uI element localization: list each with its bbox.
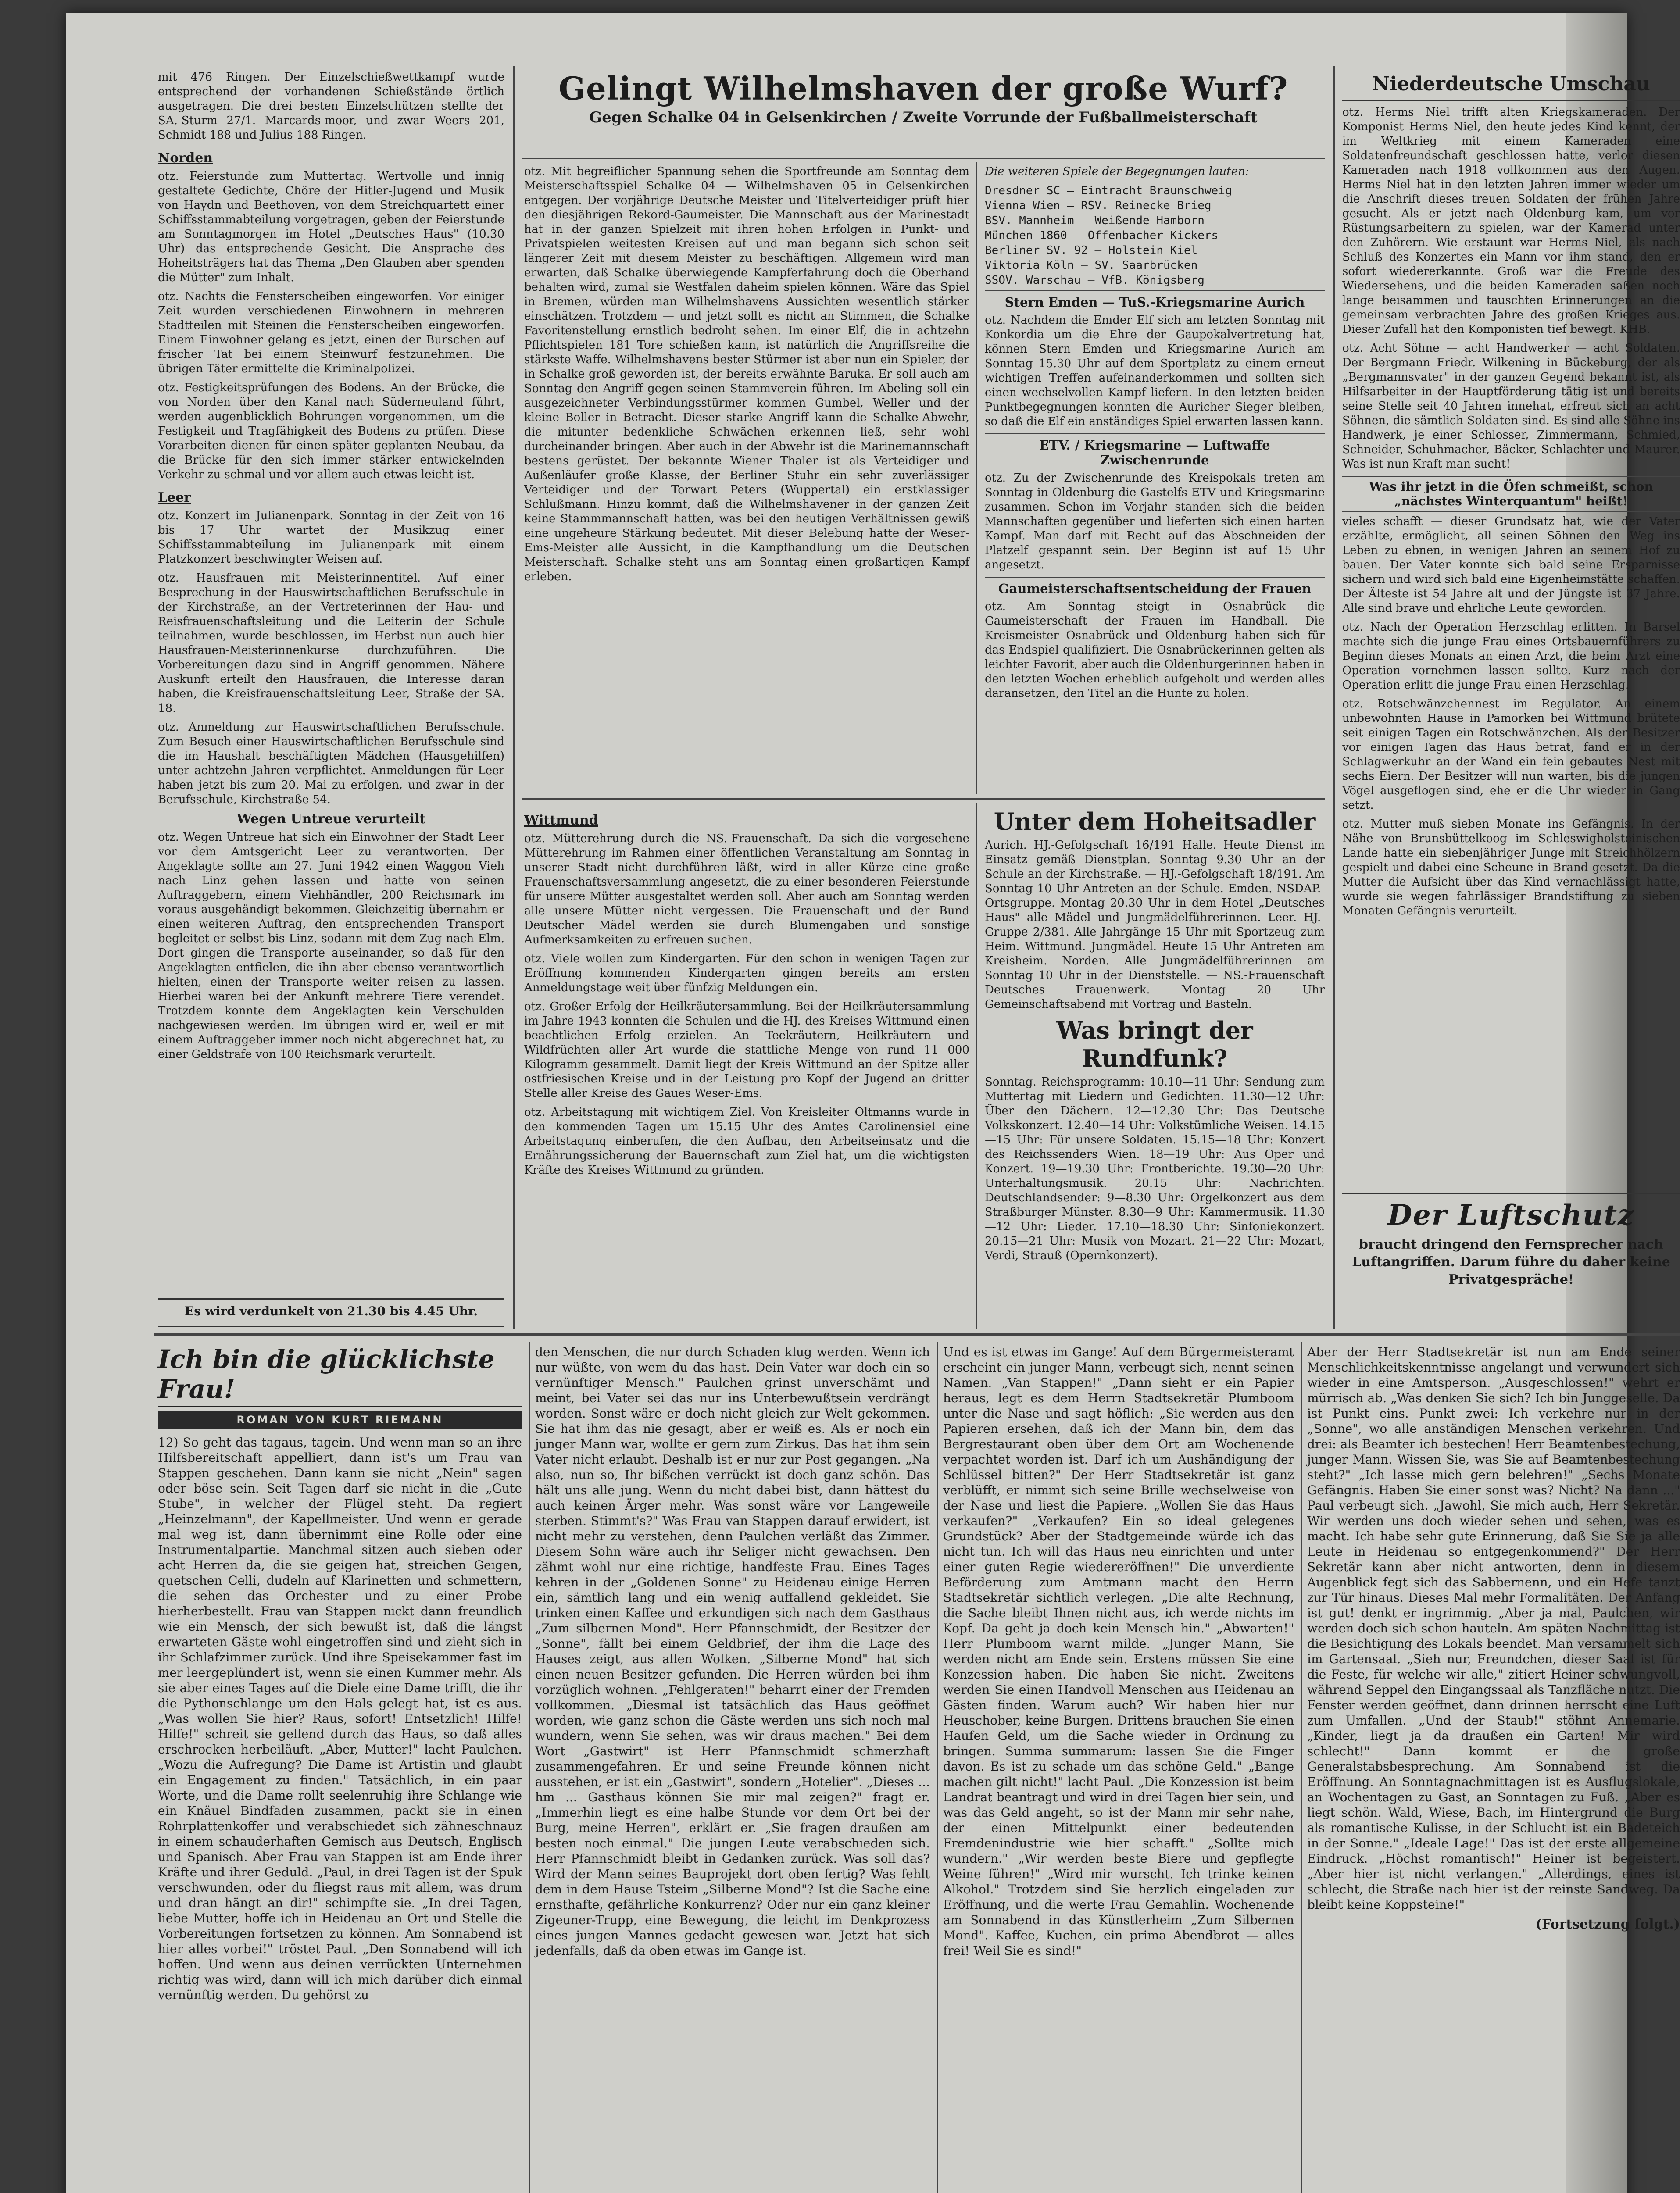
serial-column-2 [535, 1344, 930, 2193]
article-text: vieles schafft — dieser Grundsatz hat, wie der Vater erzählte, ermöglicht, all seinen Söhnen den Weg ins Leben zu ebnen, in wenigen Jahren an seinem Hof zu bauen. Der Vater konnte sich bald seine Ersparnisse sichern und wird sich bald eine Eigenheimstätte schaffen. Der Älteste ist 54 Jahre alt und der Jüngste ist 37 Jahre. Alle sind brave und ehrliche Leute geworden. [1342, 515, 1680, 615]
results-list [985, 183, 1325, 288]
section-heading-rundfunk: Was bringt der Rundfunk? [1056, 1016, 1253, 1072]
serial-column-1 [158, 1344, 522, 2193]
article-text: otz. Großer Erfolg der Heilkräutersammlung. Bei der Heilkräutersammlung im Jahre 1943 konnten die Schulen und die HJ. des Kreises Wittmund einen beachtlichen Erfolg erzielen. An Teekräutern, Heilkräutern und Wildfrüchten aller Art wurde die stattliche Menge von rund 11 000 Kilogramm gesammelt. Damit liegt der Kreis Wittmund an der Spitze aller ostfriesischen Kreise und in der Leistung pro Kopf der Jugend an dritter Stelle aller Kreise des Gaues Weser-Ems. [524, 1000, 969, 1100]
section-heading-umschau: Niederdeutsche Umschau [1372, 73, 1650, 95]
result-row: Vienna Wien — RSV. Reinecke Brieg [985, 199, 1212, 212]
result-row: SSOV. Warschau — VfB. Königsberg [985, 274, 1205, 287]
newspaper-page [66, 13, 1680, 2193]
article-text: otz. Mutter muß sieben Monate ins Gefängnis. In der Nähe von Brunsbüttelkoog im Schleswigholsteinischen Lande hatte ein siebenjähriger Junge mit Streichhölzern gespielt und dabei eine Scheune in Brand gesetzt. Da die Mutter die Aufsicht über das Kind vernachlässigt hatte, wurde sie wegen fahrlässiger Brandstiftung zu sieben Monaten Gefängnis verurteilt. [1342, 818, 1680, 918]
luftschutz-box [1342, 1193, 1680, 1326]
serial-text: Und es ist etwas im Gange! Auf dem Bürgermeisteramt erscheint ein junger Mann, verbeugt sich, nennt seinen Namen. „Van Stappen!" „Dann sieht er ein Papier heraus, legt es dem Herrn Stadtsekretär Plumboom unter die Nase und sagt höflich: „Sie werden aus den Papieren ersehen, daß ich der Mann bin, dem das Bergrestaurant oben über dem Ort am Wochenende verpachtet worden ist. Darf ich um Aushändigung der Schlüssel bitten?" Der Herr Stadtsekretär ist ganz verblüfft, er nimmt sich seine Brille wechselweise von der Nase und liest die Papiere. „Wollen Sie das Haus verkaufen?" „Verkaufen? Ein so ideal gelegenes Grundstück? Aber der Stadtgemeinde würde ich das nicht tun. Ich will das Haus neu einrichten und unter einer guten Regie wiedereröffnen!" Die unverdiente Beförderung zum Amtmann macht den Herrn Stadtsekretär sichtlich verlegen. „Die alte Rechnung, die Sache bleibt Ihnen nicht aus, ich werde nichts im Kopf. Da geht ja doch kein Mensch hin." „Abwarten!" Herr Plumboom warnt milde. „Junger Mann, Sie werden nicht am Ende sein. Erstens müssen Sie eine Konzession haben. Die haben Sie nicht. Zweitens werden Sie einen Handvoll Menschen aus Heidenau an Gästen finden. Warum auch? Wir haben hier nur Heuschober, keine Burgen. Drittens brauchen Sie einen Haufen Geld, um die Sache wieder in Ordnung zu bringen. Summa summarum: lassen Sie die Finger davon. Es ist zu schade um das schöne Geld." „Bange machen gilt nicht!" lacht Paul. „Die Konzession ist beim Landrat beantragt und wird in drei Tagen hier sein, und was das Geld angeht, so ist der Mann mir sehr nahe, der einen Mittelpunkt einer bedeutenden Fremdenindustrie wie hier schafft." „Sollte mich wundern." „Wir werden beste Biere und gepflegte Weine führen!" „Wird mir wurscht. Ich trinke keinen Alkohol." Trotzdem sind Sie herzlich eingeladen zur Eröffnung, und die werte Frau Gemahlin. Wochenende am Sonnabend in das Künstlerheim „Zum Silbernen Mond". Kaffee, Kuchen, ein prima Abendbrot — alles frei! Weil Sie es sind!" [943, 1345, 1294, 1958]
serial-text: den Menschen, die nur durch Schaden klug werden. Wenn ich nur wüßte, von wem du das hast. Dein Vater war doch ein so vernünftiger Mensch." Paulchen grinst unverschämt und meint, bei Vater sei das nur ins Unterbewußtsein verdrängt worden. Sonst wäre er doch nicht gleich zur Welt gekommen. Sie hat ihm das nie gesagt, aber er weiß es. Als er noch ein junger Mann war, wollte er gern zum Zirkus. Das hat ihm sein Vater nicht erlaubt. Deshalb ist er nur zur Post gegangen. „Na also, nun so, Ihr bißchen verrückt ist doch ganz schön. Das hält uns alle jung. Wenn du nicht dabei bist, dann hättest du auch keinen Ärger mehr. Was sonst wäre vor Langeweile sterben. Stimmt's?" Was Frau van Stappen darauf erwidert, ist nicht mehr zu verstehen, denn Paulchen verläßt das Zimmer. Diesem Sohn wäre auch ihr Seliger nicht gewachsen. Den zähmt wohl nur eine richtige, handfeste Frau. Eines Tages kehren in der „Goldenen Sonne" zu Heidenau einige Herren ein, sämtlich lang und ein wenig auffallend gekleidet. Sie trinken einen Kaffee und erkundigen sich nach dem Gasthaus „Zum silbernen Mond". Herr Pfannschmidt, der Besitzer der „Sonne", fällt bei einem Geldbrief, der ihm die Lage des Hauses zeigt, aus allen Wolken. „Silberne Mond" hat sich einen neuen Besitzer gefunden. Die Herren würden bei ihm vorzüglich wohnen. „Fehlgeraten!" beharrt einer der Fremden vollkommen. „Diesmal ist tatsächlich das Haus geöffnet worden, wie ganz schon die Gäste werden uns sich noch mal wundern, wenn Sie sehen, was wir draus machen." Bei dem Wort „Gastwirt" ist Herr Pfannschmidt schmerzhaft zusammengefahren. Er und seine Freunde können nicht ausstehen, er ist ein „Gastwirt", sondern „Hotelier". „Dieses ... hm ... Gasthaus können Sie mir mal zeigen?" fragt er. „Immerhin liegt es eine halbe Stunde vor dem Ort bei der Burg, meine Herren", erklärt er. „Sie fragen draußen am besten noch einmal." Die jungen Leute verabschieden sich. Herr Pfannschmidt bleibt in Gedanken zurück. Was soll das? Wird der Mann seines Bauprojekt dort oben fertig? Was fehlt dem in dem Hause Tsteim „Silberne Mond"? Ist die Sache eine ernsthafte, gefährliche Konkurrenz? Oder nur ein ganz kleiner Zigeuner-Trupp, eine Bewegung, die leicht im Denkprozess eines jungen Mannes gedacht gewesen war. Jetzt hat sich jedenfalls, daß da oben etwas im Gange ist. [535, 1345, 930, 1958]
article-text: otz. Konzert im Julianenpark. Sonntag in der Zeit von 16 bis 17 Uhr wartet der Musikzug einer Schiffsstammabteilung im Julianenpark mit einem Platzkonzert beschwingter Weisen auf. [158, 509, 504, 566]
section-heading-norden: Norden [158, 150, 213, 166]
article-text: otz. Festigkeitsprüfungen des Bodens. An der Brücke, die von Norden über den Kanal nach Süderneuland führt, werden augenblicklich Bohrungen vorgenommen, um die Festigkeit und Tragfähigkeit des Bodens zu prüfen. Diese Vorarbeiten dienen für einen später geplanten Neubau, da die Brücke für den sich immer stärker entwickelnden Verkehr zu schmal und vor allem auch etwas leicht ist. [158, 381, 504, 481]
sports-column-1 [524, 164, 969, 796]
serial-byline: ROMAN VON KURT RIEMANN [158, 1411, 522, 1429]
article-text: otz. Mütterehrung durch die NS.-Frauenschaft. Da sich die vorgesehene Mütterehrung im Rahmen einer öffentlichen Veranstaltung am Sonntag in unserer Stadt nicht durchführen läßt, wird in aller Kürze eine große Frauenschaftsversammlung angesetzt, die zu einer besonderen Feierstunde für unsere Mütter ausgestaltet werden soll. Aber auch am Sonntag werden alle unsere Mütter nicht vergessen. Die Frauenschaft und der Bund Deutscher Mädel werden sie durch Blumengaben und sonstige Aufmerksamkeiten zu erfreuen suchen. [524, 832, 969, 946]
sports-column-2 [985, 164, 1325, 796]
section-heading-wittmund: Wittmund [524, 813, 598, 828]
luftschutz-text: braucht dringend den Fernsprecher nach Luftangriffen. Darum führe du daher keine Privatgespräche! [1352, 1237, 1670, 1287]
article-text: otz. Acht Söhne — acht Handwerker — acht Soldaten. Der Bergmann Friedr. Wilkening in Bückeburg, der als „Bergmannsvater" in der ganzen Gegend bekannt ist, als Hilfsarbeiter in der Hauptförderung tätig ist und bereits seine Stelle seit 40 Jahren innehat, erfreut sich an acht Söhnen, die sämtlich Soldaten sind. Es sind alle Söhne ins Handwerk, je einer Schlosser, Zimmermann, Schmied, Schneider, Schuhmacher, Bäcker, Schlachter und Maurer. Was ist nun Kraft man sucht! [1342, 342, 1680, 471]
wittmund-column [524, 805, 969, 1327]
article-text: otz. Viele wollen zum Kindergarten. Für den schon in wenigen Tagen zur Eröffnung kommenden Kindergarten gingen bereits am ersten Anmeldungstage weit über fünfzig Meldungen ein. [524, 952, 969, 994]
left-column [158, 70, 504, 1289]
section-heading-hoheitsadler: Unter dem Hoheitsadler [994, 807, 1316, 836]
column-divider [937, 1342, 938, 2193]
hoheit-column [985, 805, 1325, 1327]
result-row: Viktoria Köln — SV. Saarbrücken [985, 259, 1198, 272]
blackout-notice: Es wird verdunkelt von 21.30 bis 4.45 Uhr. [184, 1304, 478, 1318]
article-text: otz. Arbeitstagung mit wichtigem Ziel. Von Kreisleiter Oltmanns wurde in den kommenden Tagen um 15.15 Uhr des Amtes Carolinensiel eine Arbeitstagung einberufen, die den Aufbau, den Arbeitseinsatz und die Ernährungssicherung der Bauernschaft zum Ziel hat, um die wichtigsten Kräfte des Kreises Wittmund zu gründen. [524, 1106, 969, 1177]
article-text: otz. Herms Niel trifft alten Kriegskameraden. Der Komponist Herms Niel, den heute jedes Kind kennt, der im Weltkrieg mit einem Kameraden eine Soldatenfreundschaft geschlossen hatte, verlor diesen Kameraden nach 1918 vollkommen aus den Augen. Herms Niel hat in den letzten Jahren immer wieder um die Anschrift dieses treuen Soldaten der frühen Jahre gesucht. Als er jetzt nach Oldenburg kam, um vor Rüstungsarbeitern zu spielen, war der Kamerad unter den Zuhörern. Wie erstaunt war Herms Niel, als nach Schluß des Konzertes ein Mann vor ihm stand, den er sofort wiedererkannte. Groß war die Freude des Wiedersehens, und die beiden Kameraden saßen noch lange beisammen und tauschten Erinnerungen an die gemeinsam verbrachten Jahre des großen Krieges aus. Dieser Zufall hat den Komponisten tief bewegt. KHB. [1342, 106, 1680, 336]
blackout-notice-box [158, 1298, 504, 1327]
article-heading: ETV. / Kriegsmarine — Luftwaffe Zwischenrunde [1039, 438, 1270, 468]
column-divider [1333, 66, 1335, 1329]
article-heading: Stern Emden — TuS.-Kriegsmarine Aurich [1004, 295, 1305, 310]
headline: Gelingt Wilhelmshaven der große Wurf? [558, 70, 1288, 107]
column-divider [529, 1342, 530, 2193]
result-row: BSV. Mannheim — Weißende Hamborn [985, 214, 1205, 227]
article-heading: Wegen Untreue verurteilt [236, 811, 426, 827]
article-text: otz. Zu der Zwischenrunde des Kreispokals treten am Sonntag in Oldenburg die Gastelfs ETV und Kriegsmarine zusammen. Schon im Vorjahr standen sich die beiden Mannschaften gegenüber und lieferten sich einen harten Kampf. Man darf mit Recht auf das Abschneiden der Platzelf gespannt sein. Der Beginn ist auf 15 Uhr angesetzt. [985, 471, 1325, 571]
result-row: München 1860 — Offenbacher Kickers [985, 229, 1219, 242]
article-text: Sonntag. Reichsprogramm: 10.10—11 Uhr: Sendung zum Muttertag mit Liedern und Gedichten. 11.30—12 Uhr: Über den Dächern. 12—12.30 Uhr: Das Deutsche Volkskonzert. 12.40—14 Uhr: Volkstümliche Weisen. 14.15—15 Uhr: Für unsere Soldaten. 15.15—18 Uhr: Konzert des Reichssenders Wien. 18—19 Uhr: Aus Oper und Konzert. 19—19.30 Uhr: Frontberichte. 19.30—20 Uhr: Unterhaltungsmusik. 20.15 Uhr: Nachrichten. Deutschlandsender: 9—8.30 Uhr: Orgelkonzert aus dem Straßburger Münster. 8.30—9 Uhr: Kammermusik. 11.30—12 Uhr: Lieder. 17.10—18.30 Uhr: Sinfoniekonzert. 20.15—21 Uhr: Musik von Mozart. 21—22 Uhr: Mozart, Verdi, Strauß (Opernkonzert). [985, 1075, 1325, 1262]
serial-column-4 [1307, 1344, 1680, 2193]
column-divider [513, 66, 515, 1329]
subheadline: Gegen Schalke 04 in Gelsenkirchen / Zweite Vorrunde der Fußballmeisterschaft [589, 109, 1258, 126]
results-intro: Die weiteren Spiele der Begegnungen lauten: [985, 165, 1249, 178]
column-divider [1301, 1342, 1302, 2193]
section-rule [522, 798, 1325, 800]
article-text: otz. Nachts die Fensterscheiben eingeworfen. Vor einiger Zeit wurden verschiedenen Einwohnern in mehreren Stadtteilen mit Steinen die Fensterscheiben eingeworfen. Einem Einwohner gelang es jetzt, einen der Burschen auf frischer Tat bei einem Steinwurf festzunehmen. Die übrigen Täter ermittelte die Kriminalpolizei. [158, 290, 504, 375]
headline-rule [522, 158, 1325, 159]
article-text: otz. Rotschwänzchennest im Regulator. An einem unbewohnten Hause in Pamorken bei Wittmund brütete seit einigen Tagen ein Rotschwänzchen. Als der Besitzer vor einigen Tagen das Haus betrat, fand er in der Schlagwerkuhr an der Wand ein fein gebautes Nest mit sechs Eiern. Der Besitzer will nun warten, bis die jungen Vögel ausgeflogen sind, ehe er die Uhr wieder in Gang setzt. [1342, 697, 1680, 812]
sports-headline-block [522, 70, 1325, 158]
article-text: otz. Nach der Operation Herzschlag erlitten. In Barsel machte sich die junge Frau eines Ortsbauernführers zu Beginn dieses Monats an einen Arzt, die beim Arzt eine Operation vornehmen lassen sollte. Kurz nach der Operation erlitt die junge Frau einen Herzschlag. [1342, 621, 1680, 692]
result-row: Dresdner SC — Eintracht Braunschweig [985, 184, 1232, 197]
article-text: otz. Anmeldung zur Hauswirtschaftlichen Berufsschule. Zum Besuch einer Hauswirtschaftlichen Berufsschule sind die im Haushalt beschäftigten Mädchen (Hausgehilfen) unter achtzehn Jahren verpflichtet. Anmeldungen für Leer haben jetzt bis zum 20. Mai zu erfolgen, und zwar in der Berufsschule, Kirchstraße 54. [158, 721, 504, 806]
article-text: Aurich. HJ.-Gefolgschaft 16/191 Halle. Heute Dienst im Einsatz gemäß Dienstplan. Sonntag 9.30 Uhr an der Schule an der Kirchstraße. — HJ.-Gefolgschaft 18/191. Am Sonntag 10 Uhr Antreten an der Schule. Emden. NSDAP.-Ortsgruppe. Montag 20.30 Uhr in dem Hotel „Deutsches Haus" alle Mädel und Jungmädelführerinnen. Leer. HJ.-Gruppe 2/381. Alle Jahrgänge 15 Uhr mit Sportzeug zum Heim. Wittmund. Jungmädel. Heute 15 Uhr Antreten am Kreisheim. Norden. Alle Jungmädelführerinnen am Sonntag 10 Uhr in der Dienststelle. — NS.-Frauenschaft Deutsches Frauenwerk. Montag 20 Uhr Gemeinschaftsabend mit Vortrag und Basteln. [985, 839, 1325, 1011]
serial-rule [154, 1333, 1680, 1336]
continuation-note: (Fortsetzung folgt.) [1535, 1917, 1680, 1932]
article-text: otz. Feierstunde zum Muttertag. Wertvolle und innig gestaltete Gedichte, Chöre der Hitler-Jugend und Musik von Haydn und Beethoven, von dem Streichquartett einer Schiffsstammabteilung vorgetragen, geben der Feierstunde am Sonntagmorgen im Hotel „Deutsches Haus" (10.30 Uhr) das entsprechende Gesicht. Die Ansprache des Hoheitsträgers hat das Thema „Den Glauben aber spenden die Mütter" zum Inhalt. [158, 170, 504, 284]
article-text: otz. Am Sonntag steigt in Osnabrück die Gaumeisterschaft der Frauen im Handball. Die Kreismeister Osnabrück und Oldenburg haben sich für das Endspiel qualifiziert. Die Osnabrückerinnen gelten als leichter Favorit, aber auch die Oldenburgerinnen haben in den letzten Wochen erheblich aufgeholt und werden alles daransetzen, den Titel an die Hunte zu holen. [985, 600, 1325, 700]
column-divider [976, 162, 977, 794]
article-heading: Gaumeisterschaftsentscheidung der Frauen [998, 581, 1312, 596]
article-text: otz. Mit begreiflicher Spannung sehen die Sportfreunde am Sonntag dem Meisterschaftsspiel Schalke 04 — Wilhelmshaven 05 in Gelsenkirchen entgegen. Der vorjährige Deutsche Meister und Titelverteidiger prüft hier den diesjährigen Rekord-Gaumeister. Die Mannschaft aus der Marinestadt hat in der ganzen Spielzeit mit ihren hohen Erfolgen in Punkt- und Privatspielen weitesten Kreisen auf und man begann sich schon seit längerer Zeit mit diesem Meister zu beschäftigen. Allgemein wird man erwarten, daß Schalke überwiegende Kampferfahrung doch die Oberhand behalten wird, zumal sie Westfalen daheim spielen können. Wäre das Spiel in Bremen, würden man Wilhelmshavens Aussichten wesentlich stärker einschätzen. Trotzdem — und jetzt sollt es nicht an Stimmen, die Schalke Favoritenstellung ernstlich bedroht sehen. Im einer Elf, die in achtzehn Pflichtspielen 181 Tore schießen kann, ist natürlich die Angriffsreihe die stärkste Waffe. Wilhelmshavens bester Stürmer ist aber nun ein Spieler, der in Schalke groß geworden ist, der bereits erwähnte Baruka. Er soll auch am Sonntag den Angriff gegen seinen Stammverein führen. Im Abeling soll ein ausgezeichneter Verbindungsstürmer kommen Gumbel, Weller und der kleine Boller in Betracht. Dieser starke Angriff kann die Schalke-Abwehr, die mitunter bedenkliche Schwächen erkennen ließ, sehr wohl durcheinander bringen. Aber auch in der Abwehr ist die Marinemannschaft bestens gerüstet. Der bekannte Wiener Thaler ist als Verteidiger und Außenläufer große Klasse, der Berliner Stuhr ein sehr zuverlässiger Verteidiger und der Torwart Peters (Wuppertal) ein erstklassiger Schlußmann. Hinzu kommt, daß die Wilhelmshavener in der ganzen Zeit keine Stammmannschaft hatten, was bei den heutigen Verhältnissen gewiß eine ungeheure Stärkung bedeutet. Mit dieser Belebung hatte der Weser-Ems-Meister alle Aussicht, in die Kampfhandlung um die Deutschen Meisterschaft. Schalke steht uns am Sonntag einen großartigen Kampf erleben. [524, 165, 969, 583]
article-text: otz. Wegen Untreue hat sich ein Einwohner der Stadt Leer vor dem Amtsgericht Leer zu verantworten. Der Angeklagte sollte am 27. Juni 1942 einen Waggon Vieh nach Linz gehen lassen und hatte von seinen Auftraggebern, einem Viehhändler, 200 Reichsmark im voraus ausgehändigt bekommen. Gleichzeitig übernahm er einen weiteren Auftrag, den entsprechenden Transport begleitet er selbst bis Linz, sodann mit dem Zug nach Elm. Dort gingen die Transporte auseinander, so daß für den Angeklagten entfielen, die ihn aber ebenso verantwortlich hielten, einen der Transporte weiter reisen zu lassen. Hierbei waren bei der Ankunft mehrere Tiere verendet. Trotzdem konnte dem Angeklagten kein Verschulden nachgewiesen werden. Im übrigen wird er, weil er mit einem Auftraggeber immer noch nicht abgerechnet hat, zu einer Geldstrafe von 100 Reichsmark verurteilt. [158, 831, 504, 1061]
column-divider [976, 803, 977, 1329]
slogan: Was ihr jetzt in die Öfen schmeißt, schon „nächstes Winterquantum" heißt! [1369, 479, 1653, 508]
article-text: otz. Hausfrauen mit Meisterinnentitel. Auf einer Besprechung in der Hauswirtschaftlichen Berufsschule in der Kirchstraße, an der Vertreterinnen der Hau- und Reisfrauenschaftsleitung und die Leiterin der Schule teilnahmen, wurde beschlossen, im Herbst nun auch hier Hausfrauen-Meisterinnenkurse durchzuführen. Die Vorbereitungen dazu sind in Angriff genommen. Nähere Auskunft erteilt den Hausfrauen, die Interesse daran haben, die Kreisfrauenschaftsleitung Leer, Straße der SA. 18. [158, 571, 504, 715]
serial-text: Aber der Herr Stadtsekretär ist nun am Ende seiner Menschlichkeitskenntnisse angelangt und verwundert sich wieder in eine Amtsperson. „Ausgeschlossen!" wehrt er mürrisch ab. „Was denken Sie sich? Ich bin Junggeselle. Da ist Punkt eins. Punkt zwei: Ich verkehre nur in der „Sonne", wo alle anständigen Menschen verkehren. Und drei: als Beamter ich bestechen! Herr Beamtenbestechung, junger Mann. Wissen Sie, was Sie auf Beamtenbestechung steht?" „Ich lasse mich gern belehren!" „Sechs Monate Gefängnis. Haben Sie einer sonst was? Nicht? Na dann ..." Paul verbeugt sich. „Jawohl, Sie mich auch, Herr Sekretär. Wir werden uns doch wieder sehen und sehen, was es macht. Ich habe sehr gute Erinnerung, daß Sie Sie ja alle Leute in Heidenau so entgegenkommend?" Der Herr Sekretär kann aber nicht antworten, denn in diesem Augenblick fegt sich das Sabbernenn, und ein Hefe tanzt zur Tür hinaus. Dieses Mal mehr Formalitäten. Der Anfang ist gut! denkt er ingrimmig. „Aber ja mal, Paulchen, wir werden doch sich schon hauteln. Am späten Nachmittag ist die Besichtigung des Lokals beendet. Man versammelt sich im Gartensaal. „Sieh nur, Freundchen, dieser Saal ist für die Feste, für welche wir alle," zitiert Heiner schwungvoll, während Seppel den Eingangssaal als Tanzfläche nutzt. Die Fenster werden geöffnet, dann drinnen herrscht eine Luft zum Umfallen. „Und der Staub!" stöhnt Annemarie. „Kinder, liegt ja da draußen ein Garten! Mir wird schlecht!" Dann kommt er die große Generalstabsbesprechung. Am Sonnabend ist die Eröffnung. An Sonntagnachmittagen ist es Ausflugslokale, an Wochentagen zu Gast, an Sonntagen zu Fuß. „Aber es liegt schön. Wald, Wiese, Bach, im Hintergrund die Burg als romantische Kulisse, in der Schlucht ist ein Badeteich in der Sonne." „Ideale Lage!" Das ist der erste allgemeine Eindruck. „Höchst romantisch!" Heiner ist begeistert. „Aber hier ist nicht verlangen." „Allerdings, eines ist schlecht, die Straße nach hier ist der reinste Sandweg. Da bleibt keine Koppsteine!" [1307, 1345, 1680, 1912]
intro-text: mit 476 Ringen. Der Einzelschießwettkampf wurde entsprechend der vorhandenen Schießstände örtlich ausgetragen. Die drei besten Einzelschützen stellte der SA.-Sturm 27/1. Marcards-moor, und zwar Weers 201, Schmidt 188 und Julius 188 Ringen. [158, 71, 504, 142]
serial-column-3 [943, 1344, 1294, 2193]
result-row: Berliner SV. 92 — Holstein Kiel [985, 244, 1198, 257]
article-text: otz. Nachdem die Emder Elf sich am letzten Sonntag mit Konkordia um die Ehre der Gaupokalvertretung hat, können Stern Emden und Kriegsmarine Aurich am Sonntag 15.30 Uhr auf dem Sportplatz zu einem erneut wichtigen Treffen aufeinanderkommen und sollten sich einen wechselvollen Kampf liefern. In den letzten beiden Punktbegegnungen konnten die Auricher Sieger bleiben, so daß die Elf ein anständiges Spiel erwarten lassen kann. [985, 314, 1325, 428]
right-column [1342, 70, 1680, 1180]
section-heading-leer: Leer [158, 490, 191, 505]
luftschutz-title: Der Luftschutz [1387, 1199, 1635, 1232]
serial-text: 12) So geht das tagaus, tagein. Und wenn man so an ihre Hilfsbereitschaft appelliert, dann ist's um Frau van Stappen geschehen. Dann kann sie nicht „Nein" sagen oder böse sein. Seit Tagen darf sie nicht in die „Gute Stube", in welcher der Flügel steht. Da regiert „Heinzelmann", der Kapellmeister. Und wenn er gerade mal weg ist, dann übernimmt eine Rolle oder eine Instrumentalpartie. Manchmal sitzen auch sieben oder acht Herren da, die sie geigen hat, streichen Geigen, quetschen Celli, dudeln auf Klarinetten und schmettern, die sehen das Orchester und zu einer Probe hierherbestellt. Frau van Stappen nickt dann freundlich wie ein Mensch, der sich bewußt ist, daß die längst erwarteten Gäste wohl eingetroffen sind und zieht sich in ihr Schlafzimmer zurück. Und ihre Speisekammer fast im mer leergeplündert ist, wenn sie einen Kummer mehr. Als sie aber eines Tages auf die Diele eine Dame trifft, die ihr die Pythonschlange um den Hals gelegt hat, ist es aus. „Was wollen Sie hier? Raus, sofort! Entsetzlich! Hilfe! Hilfe!" schreit sie gellend durch das Haus, so daß alles erschrocken herbeiläuft. „Aber, Mutter!" lacht Paulchen. „Wozu die Aufregung? Die Dame ist Artistin und glaubt ein Engagement zu finden." Tatsächlich, in ein paar Worte, und die Dame rollt seelenruhig ihre Schlange wie ein Knäuel Bindfaden zusammen, packt sie in einen Rohrplattenkoffer und verabschiedet sich zähneschnauz in einem schauderhaften Gemisch aus Deutsch, Englisch und Spanisch. Aber Frau van Stappen ist am Ende ihrer Kräfte und ihrer Geduld. „Paul, in drei Tagen ist der Spuk verschwunden, oder du fliegst raus mit allem, was drum und dran hängt an dir!" schimpfte sie. „In drei Tagen, liebe Mutter, hoffe ich in Heidenau an Ort und Stelle die Vorbereitungen fortsetzen zu können. Am Sonnabend ist hier alles vorbei!" tröstet Paul. „Den Sonnabend will ich hoffen. Und wenn aus deinen verrückten Unternehmen richtig was wird, dann will ich mich darüber dich einmal vernünftig werden. Du gehörst zu [158, 1435, 522, 2002]
serial-title: Ich bin die glücklichste Frau! [158, 1344, 522, 1407]
